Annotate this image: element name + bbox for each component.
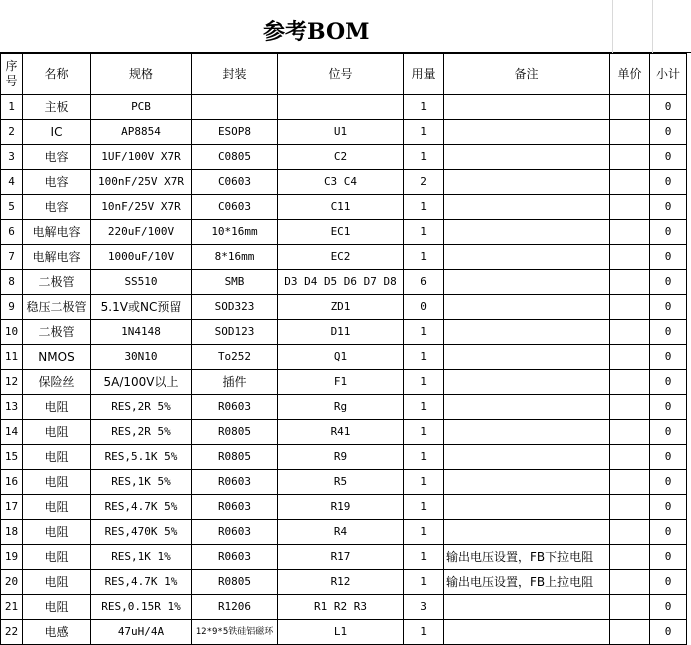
cell-price[interactable]	[610, 420, 650, 445]
sheet-title: 参考BOM	[263, 19, 370, 45]
cell-spec[interactable]: RES,4.7K 5%	[91, 495, 192, 520]
cell-designator[interactable]: U1	[278, 120, 404, 145]
cell-spec[interactable]: RES,4.7K 1%	[91, 570, 192, 595]
cell-seq[interactable]: 14	[1, 420, 23, 445]
table-row	[1, 345, 687, 370]
cell-price[interactable]	[610, 170, 650, 195]
cell-name[interactable]: 电阻	[23, 595, 91, 620]
cell-name[interactable]: 主板	[23, 95, 91, 120]
cell-spec[interactable]: RES,2R 5%	[91, 420, 192, 445]
cell-subtotal[interactable]: 0	[650, 520, 687, 545]
cell-package[interactable]: C0805	[192, 145, 278, 170]
cell-price[interactable]	[610, 445, 650, 470]
cell-designator[interactable]: L1	[278, 620, 404, 645]
cell-designator[interactable]: R41	[278, 420, 404, 445]
cell-price[interactable]	[610, 120, 650, 145]
cell-subtotal[interactable]: 0	[650, 620, 687, 645]
table-row	[1, 120, 687, 145]
cell-subtotal[interactable]: 0	[650, 145, 687, 170]
cell-designator[interactable]: F1	[278, 370, 404, 395]
cell-designator[interactable]: Q1	[278, 345, 404, 370]
cell-qty[interactable]: 1	[404, 320, 444, 345]
cell-qty[interactable]: 1	[404, 470, 444, 495]
cell-package[interactable]: R0603	[192, 520, 278, 545]
cell-spec[interactable]: 1UF/100V X7R	[91, 145, 192, 170]
cell-designator[interactable]: C3 C4	[278, 170, 404, 195]
cell-price[interactable]	[610, 545, 650, 570]
cell-qty[interactable]: 3	[404, 595, 444, 620]
cell-subtotal[interactable]: 0	[650, 95, 687, 120]
cell-subtotal[interactable]: 0	[650, 570, 687, 595]
cell-qty[interactable]: 1	[404, 620, 444, 645]
cell-note[interactable]	[444, 495, 610, 520]
cell-name[interactable]: 电容	[23, 195, 91, 220]
cell-price[interactable]	[610, 620, 650, 645]
header-qty[interactable]: 用量	[404, 54, 444, 95]
cell-name[interactable]: 电解电容	[23, 245, 91, 270]
cell-price[interactable]	[610, 95, 650, 120]
cell-package[interactable]: R1206	[192, 595, 278, 620]
cell-price[interactable]	[610, 470, 650, 495]
cell-note[interactable]	[444, 295, 610, 320]
cell-seq[interactable]: 22	[1, 620, 23, 645]
cell-subtotal[interactable]: 0	[650, 320, 687, 345]
cell-subtotal[interactable]: 0	[650, 120, 687, 145]
cell-seq[interactable]: 18	[1, 520, 23, 545]
header-name[interactable]: 名称	[23, 54, 91, 95]
table-row	[1, 320, 687, 345]
cell-price[interactable]	[610, 320, 650, 345]
cell-name[interactable]: 电容	[23, 170, 91, 195]
cell-note[interactable]	[444, 245, 610, 270]
cell-designator[interactable]: R17	[278, 545, 404, 570]
cell-qty[interactable]: 1	[404, 395, 444, 420]
table-row	[1, 395, 687, 420]
cell-note[interactable]	[444, 120, 610, 145]
cell-seq[interactable]: 15	[1, 445, 23, 470]
table-row	[1, 545, 687, 570]
cell-seq[interactable]: 10	[1, 320, 23, 345]
cell-price[interactable]	[610, 220, 650, 245]
cell-designator[interactable]: R5	[278, 470, 404, 495]
cell-subtotal[interactable]: 0	[650, 345, 687, 370]
header-subtotal[interactable]: 小计	[650, 54, 687, 95]
cell-package[interactable]: To252	[192, 345, 278, 370]
table-row	[1, 420, 687, 445]
cell-price[interactable]	[610, 295, 650, 320]
cell-seq[interactable]: 12	[1, 370, 23, 395]
cell-seq[interactable]: 9	[1, 295, 23, 320]
cell-designator[interactable]: ZD1	[278, 295, 404, 320]
cell-package[interactable]: C0603	[192, 170, 278, 195]
cell-name[interactable]: 电容	[23, 145, 91, 170]
cell-note[interactable]	[444, 595, 610, 620]
cell-spec[interactable]: 220uF/100V	[91, 220, 192, 245]
cell-name[interactable]: 保险丝	[23, 370, 91, 395]
table-row	[1, 470, 687, 495]
table-row	[1, 220, 687, 245]
cell-qty[interactable]: 1	[404, 495, 444, 520]
cell-seq[interactable]: 8	[1, 270, 23, 295]
cell-qty[interactable]: 1	[404, 95, 444, 120]
cell-name[interactable]: 电阻	[23, 545, 91, 570]
cell-package[interactable]: R0603	[192, 495, 278, 520]
cell-price[interactable]	[610, 370, 650, 395]
cell-price[interactable]	[610, 520, 650, 545]
cell-name[interactable]: IC	[23, 120, 91, 145]
cell-designator[interactable]: C11	[278, 195, 404, 220]
cell-package[interactable]: R0603	[192, 545, 278, 570]
cell-designator[interactable]: D3 D4 D5 D6 D7 D8	[278, 270, 404, 295]
cell-subtotal[interactable]: 0	[650, 595, 687, 620]
cell-name[interactable]: 电阻	[23, 395, 91, 420]
cell-subtotal[interactable]: 0	[650, 170, 687, 195]
cell-subtotal[interactable]: 0	[650, 220, 687, 245]
cell-spec[interactable]: RES,1K 1%	[91, 545, 192, 570]
cell-seq[interactable]: 2	[1, 120, 23, 145]
cell-note[interactable]: 输出电压设置，FB上拉电阻	[444, 570, 610, 595]
cell-spec[interactable]: SS510	[91, 270, 192, 295]
cell-spec[interactable]: RES,470K 5%	[91, 520, 192, 545]
cell-designator[interactable]: EC1	[278, 220, 404, 245]
table-row	[1, 295, 687, 320]
cell-name[interactable]: 电阻	[23, 570, 91, 595]
cell-name[interactable]: 电阻	[23, 420, 91, 445]
cell-seq[interactable]: 7	[1, 245, 23, 270]
cell-package[interactable]: R0805	[192, 420, 278, 445]
header-seq[interactable]	[1, 54, 23, 95]
cell-note[interactable]	[444, 270, 610, 295]
cell-note[interactable]	[444, 520, 610, 545]
cell-note[interactable]	[444, 170, 610, 195]
cell-note[interactable]	[444, 370, 610, 395]
cell-name[interactable]: 电解电容	[23, 220, 91, 245]
cell-package[interactable]: SOD323	[192, 295, 278, 320]
cell-price[interactable]	[610, 345, 650, 370]
header-designator[interactable]: 位号	[278, 54, 404, 95]
cell-note[interactable]	[444, 95, 610, 120]
cell-spec[interactable]: 5A/100V以上	[91, 370, 192, 395]
cell-seq[interactable]: 21	[1, 595, 23, 620]
cell-subtotal[interactable]: 0	[650, 445, 687, 470]
cell-package[interactable]: 插件	[192, 370, 278, 395]
cell-package[interactable]	[192, 95, 278, 120]
cell-designator[interactable]: D11	[278, 320, 404, 345]
cell-name[interactable]: 二极管	[23, 320, 91, 345]
cell-package[interactable]: C0603	[192, 195, 278, 220]
cell-seq[interactable]: 5	[1, 195, 23, 220]
cell-seq[interactable]: 19	[1, 545, 23, 570]
cell-qty[interactable]: 1	[404, 220, 444, 245]
table-row	[1, 595, 687, 620]
table-row	[1, 445, 687, 470]
table-row	[1, 95, 687, 120]
cell-subtotal[interactable]: 0	[650, 495, 687, 520]
table-row	[1, 270, 687, 295]
cell-name[interactable]: 电阻	[23, 470, 91, 495]
cell-spec[interactable]: 1000uF/10V	[91, 245, 192, 270]
cell-name[interactable]: 稳压二极管	[23, 295, 91, 320]
cell-note[interactable]	[444, 470, 610, 495]
cell-qty[interactable]: 1	[404, 245, 444, 270]
cell-package[interactable]: R0603	[192, 395, 278, 420]
cell-note[interactable]	[444, 345, 610, 370]
cell-qty[interactable]: 1	[404, 520, 444, 545]
cell-note[interactable]	[444, 320, 610, 345]
cell-designator[interactable]: R4	[278, 520, 404, 545]
cell-package[interactable]: R0603	[192, 470, 278, 495]
cell-spec[interactable]: 1N4148	[91, 320, 192, 345]
cell-seq[interactable]: 3	[1, 145, 23, 170]
header-seq-line2: 号	[5, 74, 18, 88]
table-row	[1, 370, 687, 395]
cell-spec[interactable]: 47uH/4A	[91, 620, 192, 645]
cell-qty[interactable]: 1	[404, 545, 444, 570]
header-spec[interactable]: 规格	[91, 54, 192, 95]
cell-package[interactable]: 12*9*5铁硅铝磁环	[192, 620, 278, 645]
cell-seq[interactable]: 6	[1, 220, 23, 245]
cell-price[interactable]	[610, 270, 650, 295]
cell-note[interactable]: 输出电压设置，FB下拉电阻	[444, 545, 610, 570]
cell-qty[interactable]: 1	[404, 445, 444, 470]
cell-name[interactable]: 电阻	[23, 495, 91, 520]
table-row	[1, 170, 687, 195]
cell-designator[interactable]: C2	[278, 145, 404, 170]
cell-qty[interactable]: 1	[404, 370, 444, 395]
table-row	[1, 620, 687, 645]
cell-designator[interactable]: R19	[278, 495, 404, 520]
cell-note[interactable]	[444, 420, 610, 445]
cell-subtotal[interactable]: 0	[650, 470, 687, 495]
cell-package[interactable]: R0805	[192, 445, 278, 470]
table-row	[1, 520, 687, 545]
cell-designator[interactable]: R12	[278, 570, 404, 595]
header-price[interactable]: 单价	[610, 54, 650, 95]
cell-price[interactable]	[610, 570, 650, 595]
cell-qty[interactable]: 1	[404, 120, 444, 145]
title-bar	[0, 0, 691, 53]
cell-price[interactable]	[610, 495, 650, 520]
cell-qty[interactable]: 0	[404, 295, 444, 320]
cell-note[interactable]	[444, 445, 610, 470]
cell-designator[interactable]: R1 R2 R3	[278, 595, 404, 620]
cell-spec[interactable]: 5.1V或NC预留	[91, 295, 192, 320]
cell-price[interactable]	[610, 395, 650, 420]
cell-package[interactable]: SOD123	[192, 320, 278, 345]
cell-designator[interactable]	[278, 95, 404, 120]
cell-seq[interactable]: 4	[1, 170, 23, 195]
cell-package[interactable]: 8*16mm	[192, 245, 278, 270]
cell-package[interactable]: 10*16mm	[192, 220, 278, 245]
table-row	[1, 495, 687, 520]
gridline	[612, 0, 613, 53]
cell-qty[interactable]: 1	[404, 345, 444, 370]
header-package[interactable]: 封装	[192, 54, 278, 95]
cell-qty[interactable]: 6	[404, 270, 444, 295]
cell-subtotal[interactable]: 0	[650, 245, 687, 270]
gridline	[652, 0, 653, 53]
cell-spec[interactable]: PCB	[91, 95, 192, 120]
cell-seq[interactable]: 1	[1, 95, 23, 120]
cell-seq[interactable]: 16	[1, 470, 23, 495]
bom-table	[0, 53, 687, 645]
cell-designator[interactable]: R9	[278, 445, 404, 470]
cell-seq[interactable]: 13	[1, 395, 23, 420]
table-row	[1, 570, 687, 595]
cell-qty[interactable]: 2	[404, 170, 444, 195]
table-row	[1, 245, 687, 270]
cell-spec[interactable]: RES,2R 5%	[91, 395, 192, 420]
cell-spec[interactable]: 30N10	[91, 345, 192, 370]
cell-qty[interactable]: 1	[404, 570, 444, 595]
cell-spec[interactable]: RES,5.1K 5%	[91, 445, 192, 470]
cell-seq[interactable]: 20	[1, 570, 23, 595]
cell-name[interactable]: 二极管	[23, 270, 91, 295]
cell-subtotal[interactable]: 0	[650, 295, 687, 320]
cell-spec[interactable]: 10nF/25V X7R	[91, 195, 192, 220]
cell-package[interactable]: ESOP8	[192, 120, 278, 145]
cell-name[interactable]: 电阻	[23, 445, 91, 470]
cell-subtotal[interactable]: 0	[650, 270, 687, 295]
cell-seq[interactable]: 17	[1, 495, 23, 520]
cell-price[interactable]	[610, 145, 650, 170]
cell-name[interactable]: 电感	[23, 620, 91, 645]
header-row	[1, 54, 687, 95]
cell-qty[interactable]: 1	[404, 195, 444, 220]
cell-subtotal[interactable]: 0	[650, 545, 687, 570]
header-note[interactable]: 备注	[444, 54, 610, 95]
cell-package[interactable]: R0805	[192, 570, 278, 595]
cell-price[interactable]	[610, 245, 650, 270]
cell-designator[interactable]: Rg	[278, 395, 404, 420]
cell-subtotal[interactable]: 0	[650, 370, 687, 395]
cell-note[interactable]	[444, 145, 610, 170]
cell-price[interactable]	[610, 595, 650, 620]
cell-designator[interactable]: EC2	[278, 245, 404, 270]
cell-spec[interactable]: RES,1K 5%	[91, 470, 192, 495]
cell-subtotal[interactable]: 0	[650, 420, 687, 445]
cell-note[interactable]	[444, 395, 610, 420]
cell-qty[interactable]: 1	[404, 145, 444, 170]
cell-spec[interactable]: RES,0.15R 1%	[91, 595, 192, 620]
table-row	[1, 195, 687, 220]
cell-note[interactable]	[444, 620, 610, 645]
header-seq-line1: 序	[5, 59, 18, 73]
cell-note[interactable]	[444, 220, 610, 245]
cell-name[interactable]: 电阻	[23, 520, 91, 545]
cell-package[interactable]: SMB	[192, 270, 278, 295]
cell-qty[interactable]: 1	[404, 420, 444, 445]
table-row	[1, 145, 687, 170]
cell-subtotal[interactable]: 0	[650, 195, 687, 220]
cell-price[interactable]	[610, 195, 650, 220]
cell-name[interactable]: NMOS	[23, 345, 91, 370]
cell-spec[interactable]: AP8854	[91, 120, 192, 145]
cell-note[interactable]	[444, 195, 610, 220]
cell-subtotal[interactable]: 0	[650, 395, 687, 420]
cell-seq[interactable]: 11	[1, 345, 23, 370]
cell-spec[interactable]: 100nF/25V X7R	[91, 170, 192, 195]
